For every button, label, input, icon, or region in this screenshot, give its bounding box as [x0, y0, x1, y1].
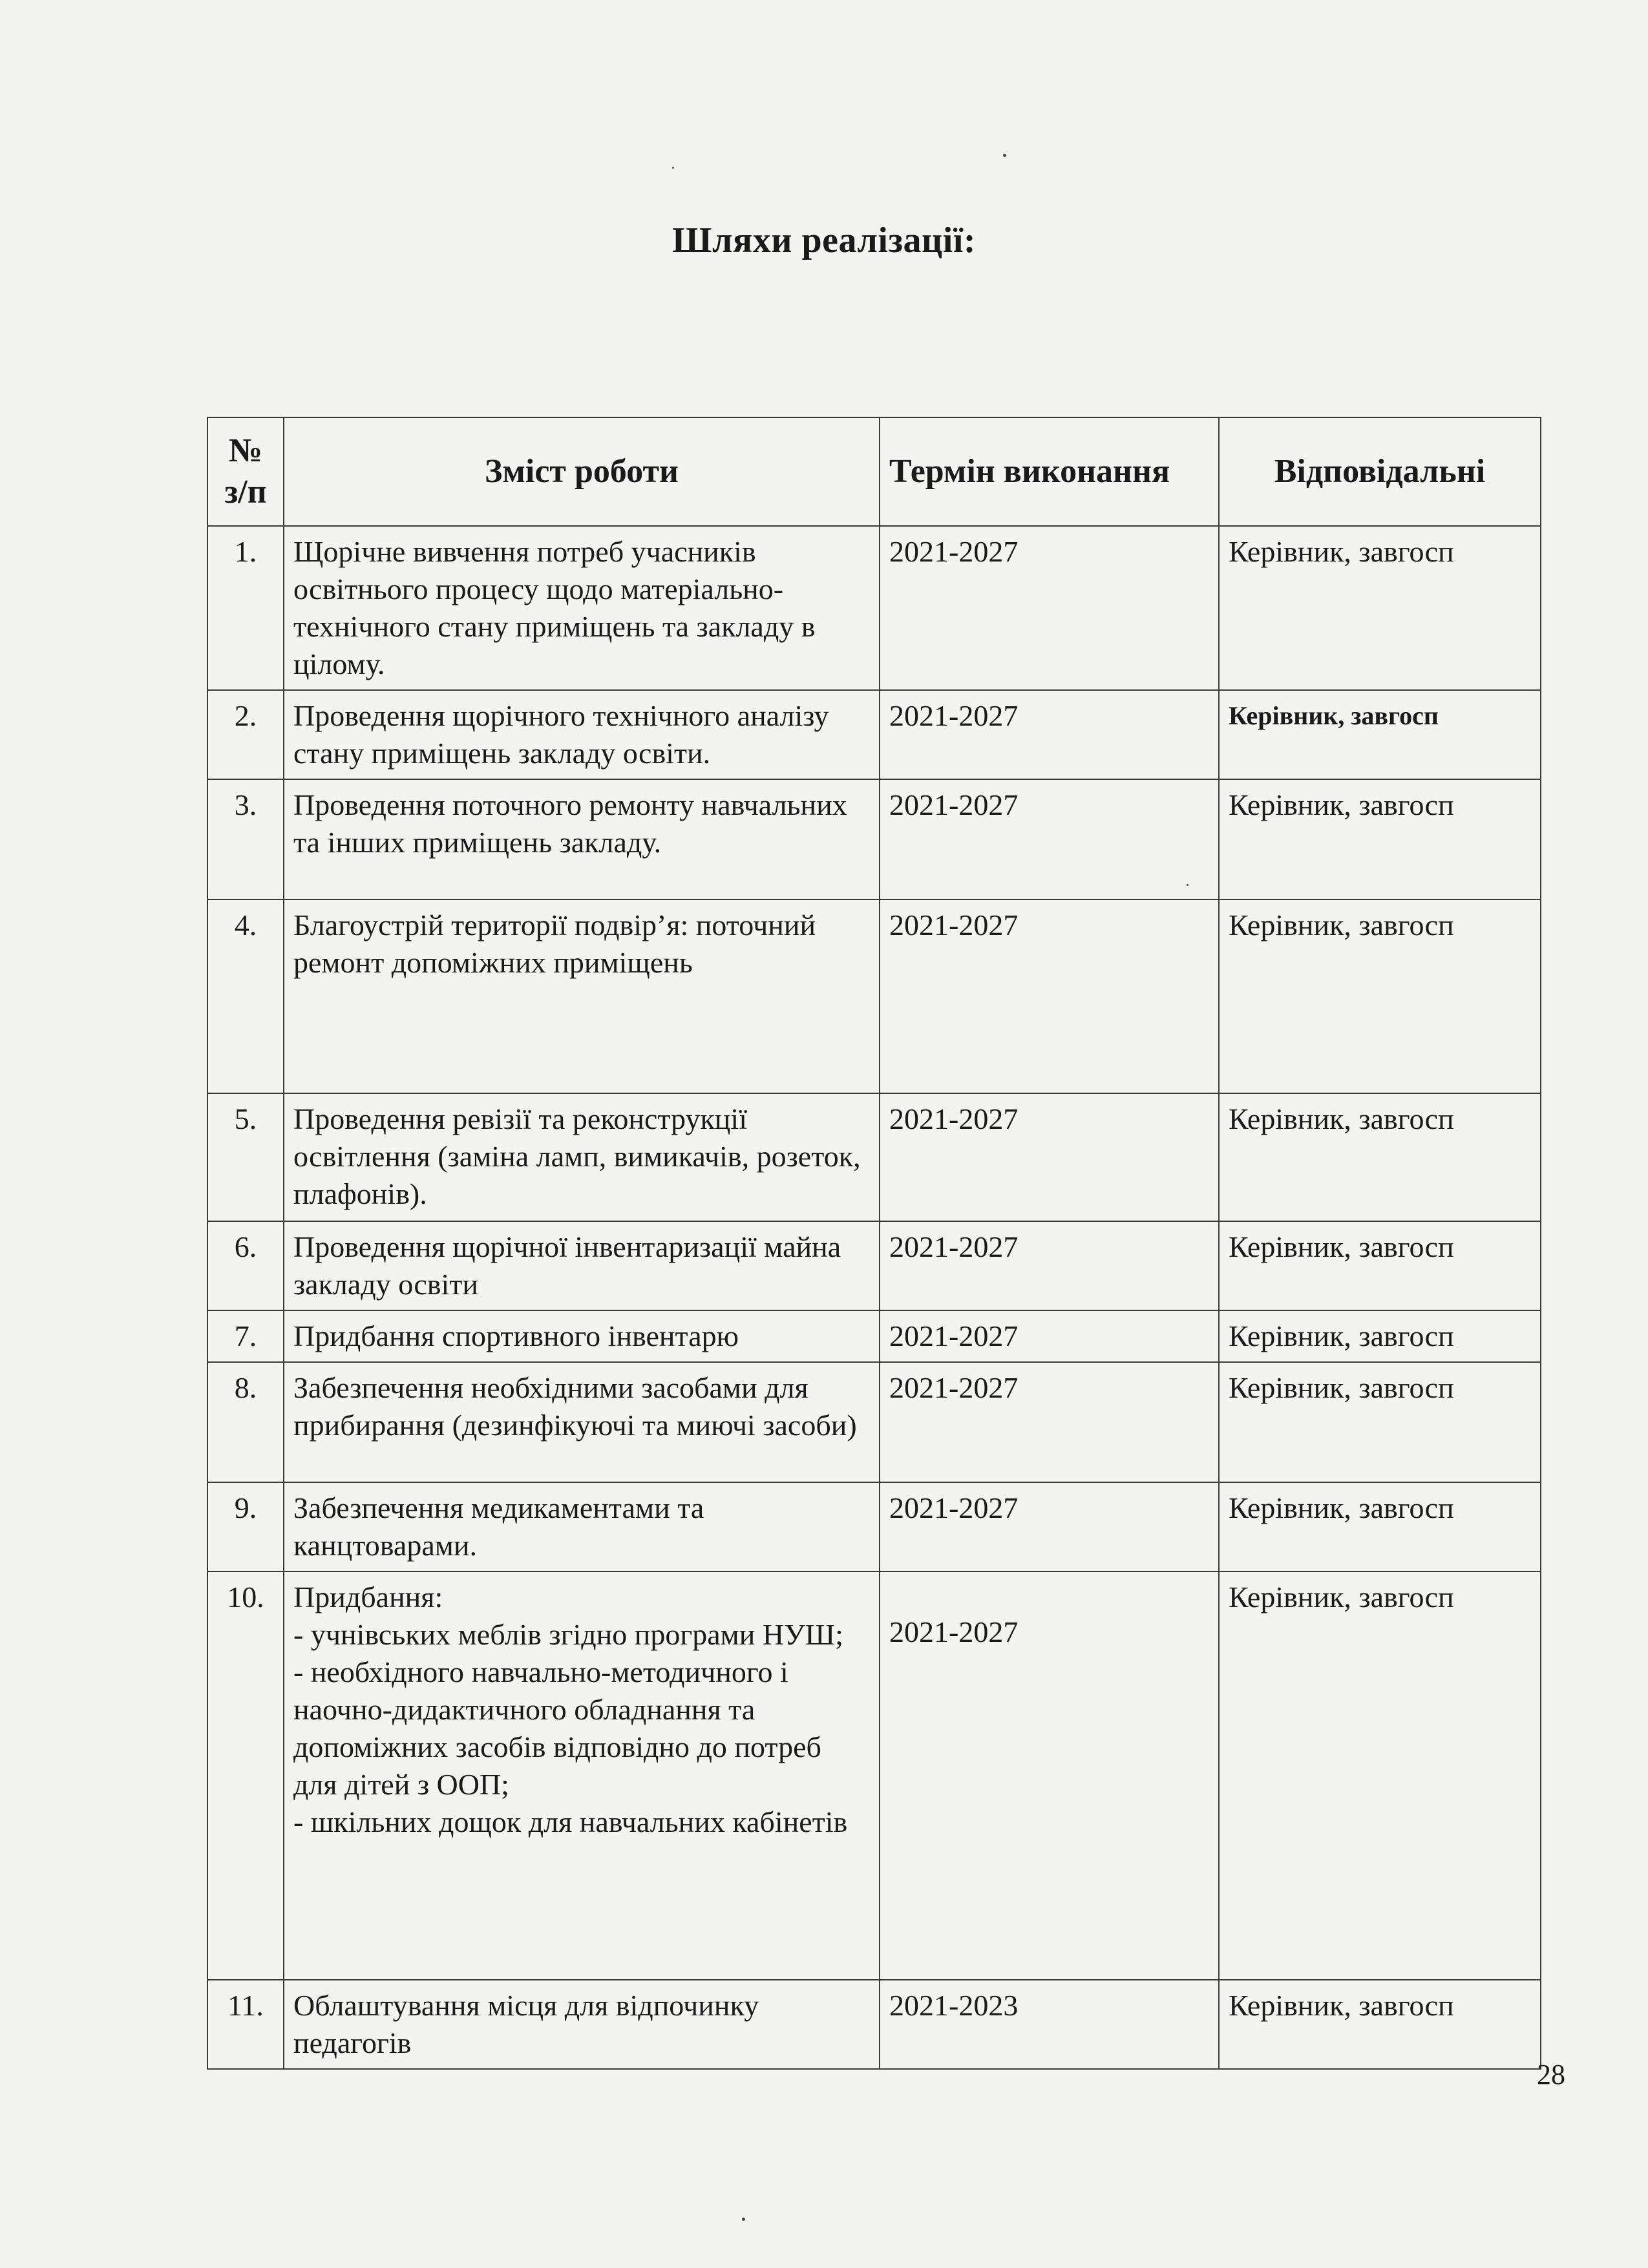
table-row	[207, 1482, 1541, 1571]
row-number: 7.	[207, 1310, 284, 1362]
header-content: Зміст роботи	[284, 417, 880, 526]
row-content: Проведення щорічної інвентаризації майна закладу освіти	[284, 1221, 880, 1310]
row-content: Проведення поточного ремонту навчальних та інших приміщень закладу.	[284, 779, 880, 899]
row-responsible: Керівник, завгосп	[1219, 779, 1541, 899]
row-number: 10.	[207, 1571, 284, 1980]
row-number: 4.	[207, 899, 284, 1093]
page-title: Шляхи реалізації:	[672, 220, 976, 260]
row-term: 2021-2027	[880, 526, 1219, 690]
row-term: 2021-2027	[880, 1093, 1219, 1221]
row-content: Придбання спортивного інвентарю	[284, 1310, 880, 1362]
row-term: 2021-2027	[880, 899, 1219, 1093]
row-number: 2.	[207, 690, 284, 779]
header-number: № з/п	[207, 417, 284, 526]
row-responsible: Керівник, завгосп	[1219, 1362, 1541, 1482]
scan-speck	[1187, 884, 1188, 886]
row-content: Благоустрій території подвір’я: поточний ремонт допоміжних приміщень	[284, 899, 880, 1093]
content-line: Придбання:	[293, 1580, 443, 1613]
row-responsible: Керівник, завгосп	[1219, 1310, 1541, 1362]
row-responsible: Керівник, завгосп	[1219, 1221, 1541, 1310]
row-term-value: 2021-2027	[889, 1615, 1019, 1648]
table-row	[207, 1310, 1541, 1362]
row-responsible: Керівник, завгосп	[1219, 526, 1541, 690]
table-row	[207, 1093, 1541, 1221]
scan-speck	[672, 167, 674, 169]
row-responsible: Керівник, завгосп	[1219, 1980, 1541, 2069]
row-term: 2021-2027	[880, 779, 1219, 899]
row-term	[880, 1571, 1219, 1980]
row-content: Забезпечення медикаментами та канцтоварами.	[284, 1482, 880, 1571]
row-responsible: Керівник, завгосп	[1219, 1093, 1541, 1221]
row-term: 2021-2027	[880, 1482, 1219, 1571]
plan-table	[207, 417, 1541, 2070]
row-term: 2021-2023	[880, 1980, 1219, 2069]
table-row	[207, 690, 1541, 779]
header-responsible: Відповідальні	[1219, 417, 1541, 526]
table-row	[207, 526, 1541, 690]
table-row	[207, 1362, 1541, 1482]
row-number: 11.	[207, 1980, 284, 2069]
row-content: Проведення щорічного технічного аналізу стану приміщень закладу освіти.	[284, 690, 880, 779]
row-content: Облаштування місця для відпочинку педагогів	[284, 1980, 880, 2069]
content-line: - необхідного навчально-методичного і наочно-дидактичного обладнання та допоміжних засобів відповідно до потреб для дітей з ООП;	[293, 1655, 821, 1801]
table-row	[207, 1571, 1541, 1980]
table-row	[207, 899, 1541, 1093]
row-number: 3.	[207, 779, 284, 899]
table-row	[207, 779, 1541, 899]
scan-speck	[742, 2218, 745, 2221]
row-number: 9.	[207, 1482, 284, 1571]
row-content	[284, 1571, 880, 1980]
row-responsible: Керівник, завгосп	[1219, 690, 1541, 779]
row-number: 5.	[207, 1093, 284, 1221]
row-responsible: Керівник, завгосп	[1219, 1482, 1541, 1571]
table-header-row	[207, 417, 1541, 526]
row-term: 2021-2027	[880, 690, 1219, 779]
row-term: 2021-2027	[880, 1362, 1219, 1482]
scan-speck	[1003, 154, 1006, 157]
row-responsible: Керівник, завгосп	[1219, 1571, 1541, 1980]
row-term: 2021-2027	[880, 1221, 1219, 1310]
row-content: Проведення ревізії та реконструкції освітлення (заміна ламп, вимикачів, розеток, плафонів).	[284, 1093, 880, 1221]
row-content: Щорічне вивчення потреб учасників освітнього процесу щодо матеріально-технічного стану приміщень та закладу в цілому.	[284, 526, 880, 690]
row-term: 2021-2027	[880, 1310, 1219, 1362]
row-number: 6.	[207, 1221, 284, 1310]
row-number: 8.	[207, 1362, 284, 1482]
content-line: - учнівських меблів згідно програми НУШ;	[293, 1618, 843, 1651]
header-term: Термін виконання	[880, 417, 1219, 526]
table-row	[207, 1980, 1541, 2069]
row-content: Забезпечення необхідними засобами для прибирання (дезинфікуючі та миючі засоби)	[284, 1362, 880, 1482]
row-number: 1.	[207, 526, 284, 690]
content-line: - шкільних дощок для навчальних кабінетів	[293, 1805, 848, 1838]
row-responsible: Керівник, завгосп	[1219, 899, 1541, 1093]
page-number: 28	[1537, 2059, 1565, 2090]
table-row	[207, 1221, 1541, 1310]
